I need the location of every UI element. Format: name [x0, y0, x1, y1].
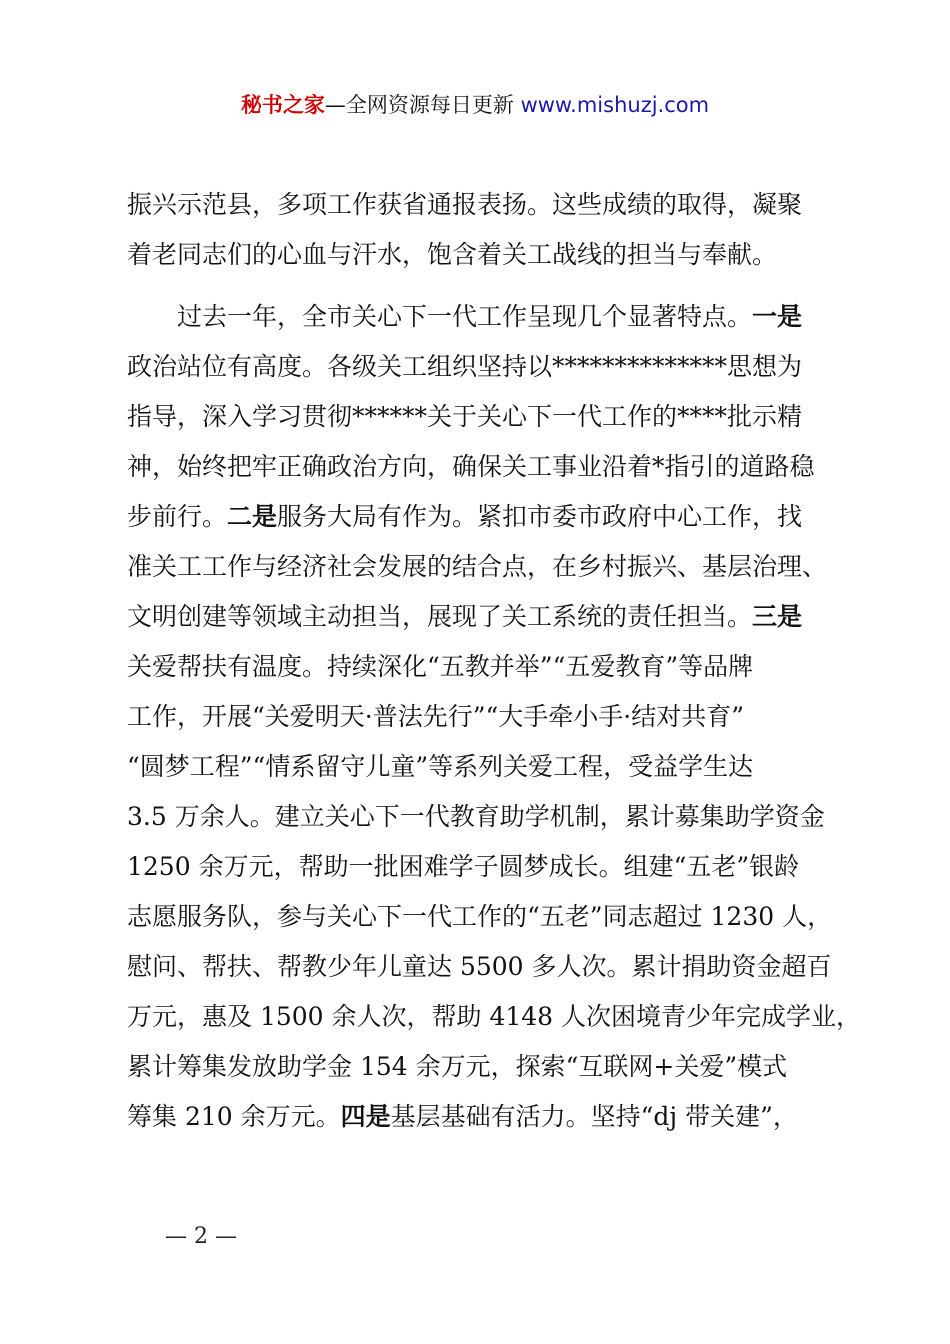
- text-line: “圆梦工程”“情系留守儿童”等系列关爱工程，受益学生达: [127, 752, 754, 781]
- page-number: — 2 —: [165, 1224, 237, 1249]
- text-line: 关爱帮扶有温度。持续深化“五教并举”“五爱教育”等品牌: [127, 652, 754, 681]
- site-url: www.mishuzj.com: [520, 93, 710, 117]
- highlight-four: 四是: [340, 1102, 391, 1131]
- text-line: 慰问、帮扶、帮教少年儿童达 5500 多人次。累计捐助资金超百: [127, 952, 832, 981]
- text-segment: 筹集 210 余万元。: [127, 1102, 341, 1131]
- text-line: 振兴示范县，多项工作获省通报表扬。这些成绩的取得，凝聚: [127, 190, 803, 219]
- document-body: [127, 180, 862, 1142]
- text-line: 准关工工作与经济社会发展的结合点，在乡村振兴、基层治理、: [127, 552, 828, 581]
- highlight-three: 三是: [752, 602, 803, 631]
- text-segment: 文明创建等领域主动担当，展现了关工系统的责任担当。: [127, 602, 753, 631]
- text-line: 1250 余万元，帮助一批困难学子圆梦成长。组建“五老”银龄: [127, 852, 800, 881]
- text-segment: 过去一年，全市关心下一代工作呈现几个显著特点。: [177, 302, 753, 331]
- text-line: 3.5 万余人。建立关心下一代教育助学机制，累计募集助学资金: [127, 802, 825, 831]
- text-segment: 基层基础有活力。坚持“dj 带关建”，: [390, 1102, 798, 1131]
- highlight-one: 一是: [752, 302, 803, 331]
- text-line: 志愿服务队，参与关心下一代工作的“五老”同志超过 1230 人，: [127, 902, 833, 931]
- text-segment: 服务大局有作为。紧扣市委市政府中心工作，找: [277, 502, 803, 531]
- header-tagline: —全网资源每日更新: [324, 93, 514, 117]
- text-line: 神，始终把牢正确政治方向，确保关工事业沿着*指引的道路稳: [127, 452, 815, 481]
- text-line: 着老同志们的心血与汗水，饱含着关工战线的担当与奉献。: [127, 240, 778, 269]
- text-line: [127, 492, 839, 542]
- text-segment: 步前行。: [127, 502, 228, 531]
- paragraph-start-line: [127, 292, 839, 342]
- text-line: 工作，开展“关爱明天·普法先行”“大手牵小手·结对共育”: [127, 702, 745, 731]
- text-line: 累计筹集发放助学金 154 余万元，探索“互联网+关爱”模式: [127, 1052, 788, 1081]
- brand-name: 秘书之家: [240, 93, 325, 117]
- text-line: [127, 1092, 839, 1142]
- site-header: [0, 88, 950, 122]
- text-line: 政治站位有高度。各级关工组织坚持以**************思想为: [127, 352, 803, 381]
- text-line: [127, 592, 839, 642]
- highlight-two: 二是: [227, 502, 278, 531]
- text-line: 万元，惠及 1500 余人次，帮助 4148 人次困境青少年完成学业，: [127, 1002, 862, 1031]
- text-line: 指导，深入学习贯彻******关于关心下一代工作的****批示精: [127, 402, 803, 431]
